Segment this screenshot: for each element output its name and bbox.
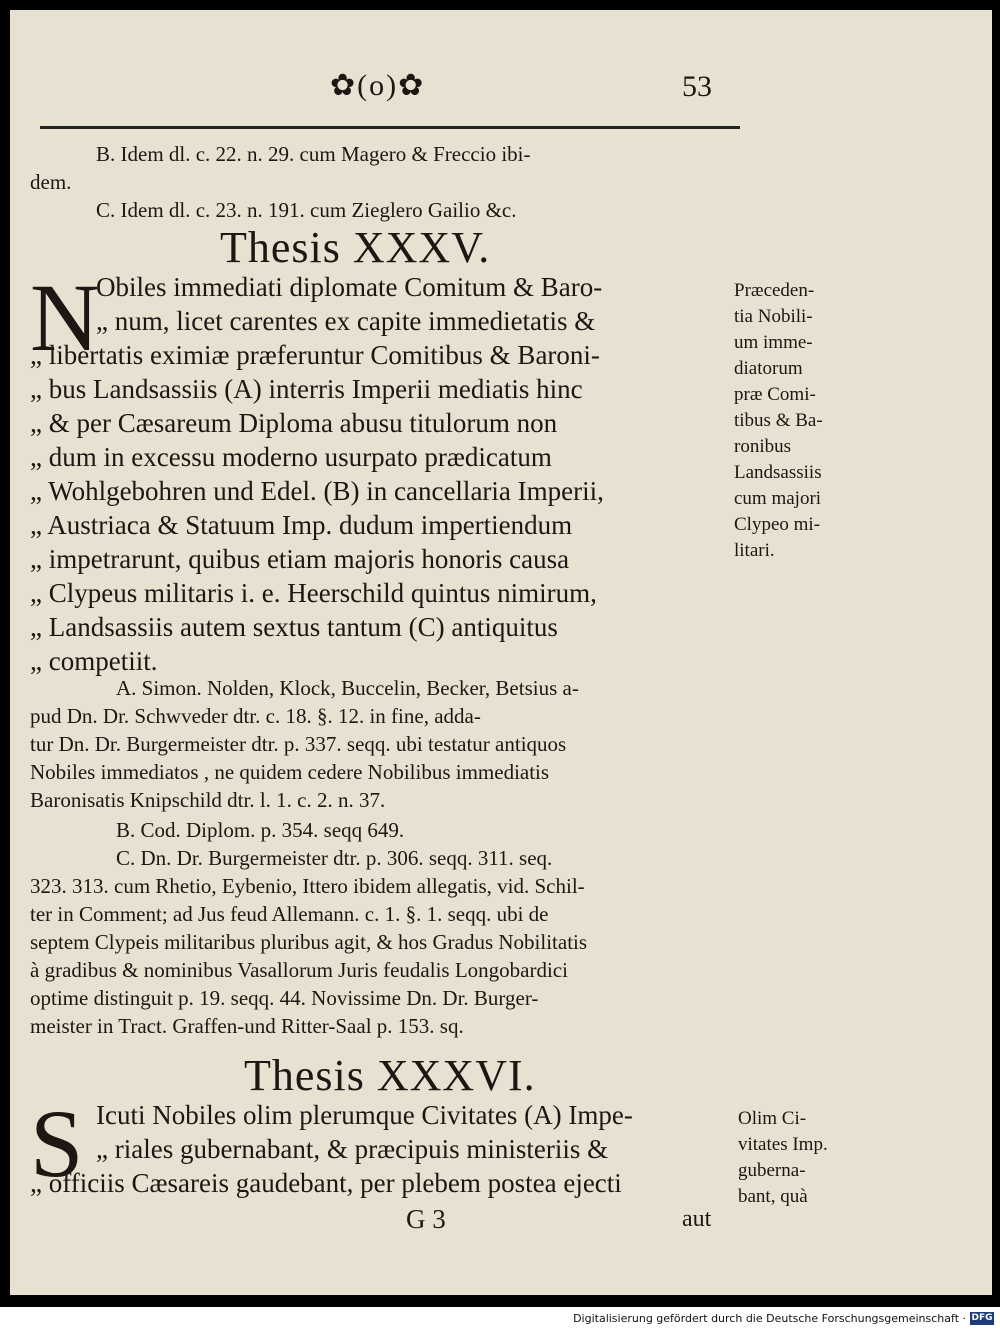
footnote-line: A. Simon. Nolden, Klock, Buccelin, Becker, Betsius a- <box>116 676 579 700</box>
footnote-line: pud Dn. Dr. Schwveder dtr. c. 18. §. 12. in fine, adda- <box>30 704 481 728</box>
thesis-35-line: „ Landsassiis autem sextus tantum (C) antiquitus <box>30 612 558 642</box>
thesis-35-line: „ Wohlgebohren und Edel. (B) in cancellaria Imperii, <box>30 476 604 506</box>
footnote-line: Baronisatis Knipschild dtr. l. 1. c. 2. n. 37. <box>30 788 386 812</box>
thesis-35-line: „ Clypeus militaris i. e. Heerschild quintus nimirum, <box>30 578 597 608</box>
footnote-line: ter in Comment; ad Jus feud Allemann. c. 1. §. 1. seqq. ubi de <box>30 902 549 926</box>
note-b-line: B. Idem dl. c. 22. n. 29. cum Magero & Freccio ibi- <box>96 142 531 166</box>
footnote-line: C. Dn. Dr. Burgermeister dtr. p. 306. seqq. 311. seq. <box>116 846 553 870</box>
footnote-line: à gradibus & nominibus Vasallorum Juris feudalis Longobardici <box>30 958 568 982</box>
header-ornament: ✿(o)✿ <box>330 69 426 102</box>
thesis-36-line: Icuti Nobiles olim plerumque Civitates (A) Impe- <box>96 1100 633 1130</box>
thesis-35-line: „ & per Cæsareum Diploma abusu titulorum non <box>30 408 558 438</box>
margin-note-thesis-35: Præceden- tia Nobili- um imme- diatorum præ Comi- tibus & Ba- ronibus Landsassiis cum majori Clypeo mi- litari. <box>734 280 823 561</box>
footnote-line: Nobiles immediatos , ne quidem cedere Nobilibus immediatis <box>30 760 550 784</box>
footnote-line: septem Clypeis militaribus pluribus agit, & hos Gradus Nobilitatis <box>30 930 588 954</box>
footnote-line: 323. 313. cum Rhetio, Eybenio, Ittero ibidem allegatis, vid. Schil- <box>30 874 585 898</box>
thesis-35-line: „ num, licet carentes ex capite immedietatis & <box>96 306 596 336</box>
thesis-35-line: „ dum in excessu moderno usurpato prædicatum <box>30 442 552 472</box>
footnote-line: B. Cod. Diplom. p. 354. seqq 649. <box>116 818 405 842</box>
note-c-line: C. Idem dl. c. 23. n. 191. cum Zieglero Gailio &c. <box>96 198 517 222</box>
thesis-36-line: „ officiis Cæsareis gaudebant, per plebem postea ejecti <box>30 1168 622 1198</box>
thesis-35-line: „ libertatis eximiæ præferuntur Comitibus & Baroni- <box>30 340 600 370</box>
footnote-line: tur Dn. Dr. Burgermeister dtr. p. 337. seqq. ubi testatur antiquos <box>30 732 567 756</box>
thesis-35-line: Obiles immediati diplomate Comitum & Baro- <box>96 272 603 302</box>
footnote-line: meister in Tract. Graffen-und Ritter-Saal p. 153. sq. <box>30 1014 464 1038</box>
thesis-35-title: Thesis XXXV. <box>220 223 491 272</box>
digitization-credit: Digitalisierung gefördert durch die Deutsche Forschungsgemeinschaft · <box>573 1312 966 1325</box>
footnote-line: optime distinguit p. 19. seqq. 44. Novissime Dn. Dr. Burger- <box>30 986 539 1010</box>
thesis-35-line: „ bus Landsassiis (A) interris Imperii mediatis hinc <box>30 374 583 404</box>
thesis-35-dropcap: N <box>30 264 100 371</box>
signature-mark: G 3 <box>406 1204 446 1234</box>
thesis-35-line: „ impetrarunt, quibus etiam majoris honoris causa <box>30 544 570 574</box>
page-number: 53 <box>682 70 712 103</box>
dfg-logo: DFG <box>971 1313 993 1323</box>
thesis-36-title: Thesis XXXVI. <box>244 1051 536 1100</box>
thesis-35-line: „ Austriaca & Statuum Imp. dudum impertiendum <box>30 510 573 540</box>
thesis-36-dropcap: S <box>30 1090 84 1197</box>
catchword: aut <box>682 1206 712 1232</box>
margin-note-thesis-36: Olim Ci- vitates Imp. guberna- bant, quà <box>738 1108 828 1207</box>
header-rule <box>40 126 740 129</box>
thesis-35-line: „ competiit. <box>30 646 158 676</box>
scanned-page <box>10 10 992 1295</box>
thesis-36-line: „ riales gubernabant, & præcipuis ministeriis & <box>96 1134 609 1164</box>
note-b-continuation: dem. <box>30 170 72 194</box>
